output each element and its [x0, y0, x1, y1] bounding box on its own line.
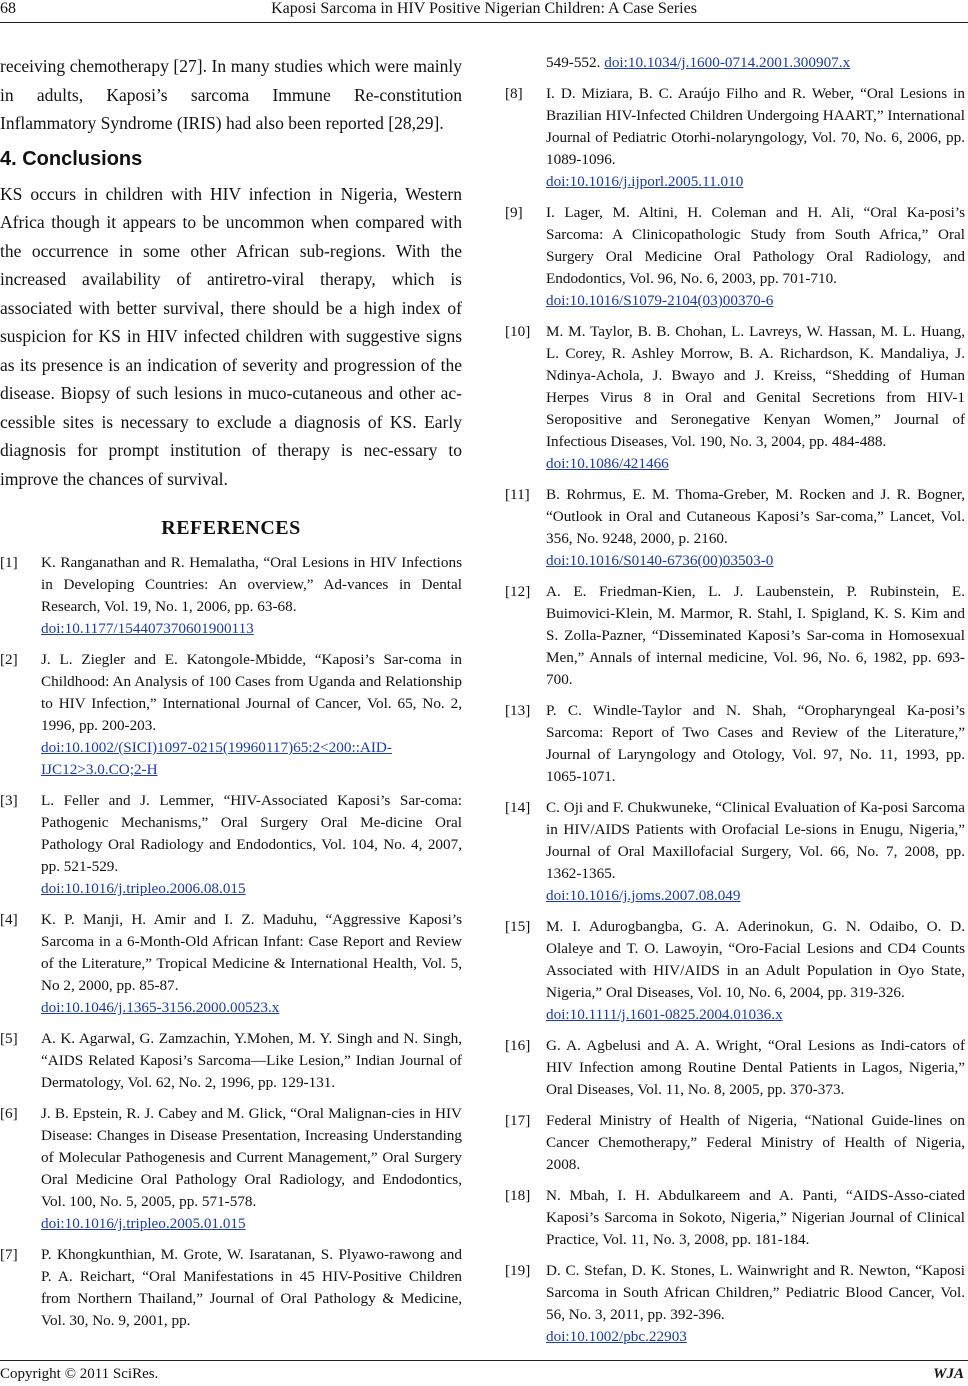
reference-1 — [0, 552, 462, 640]
reference-number: [5] — [0, 1030, 18, 1047]
reference-text: K. Ranganathan and R. Hemalatha, “Oral Lesions in HIV Infections in Developing Countries: An overview,” Ad-vances in Dental Research, Vol. 19, No. 1, 2006, pp. 63-68. — [41, 554, 462, 615]
reference-text: K. P. Manji, H. Amir and I. Z. Maduhu, “Aggressive Kaposi’s Sarcoma in a 6-Month-Old African Infant: Case Report and Review of the Literature,” Tropical Medicine & International Health, Vol. 5, No 2, 2000, pp. 85-87. — [41, 911, 462, 994]
reference-text: I. D. Miziara, B. C. Araújo Filho and R. Weber, “Oral Lesions in Brazilian HIV-Infected Children Undergoing HAART,” International Journal of Pediatric Otorhi-nolaryngology, Vol. 70, No. 6, 2006, pp. 1089-1096. — [546, 85, 965, 168]
reference-text: A. K. Agarwal, G. Zamzachin, Y.Mohen, M. Y. Singh and N. Singh, “AIDS Related Kaposi’s Sarcoma—Like Lesion,” Indian Journal of Dermatology, Vol. 62, No. 2, 1996, pp. 129-131. — [41, 1030, 462, 1091]
footer-rule — [0, 1360, 968, 1361]
reference-5 — [0, 1028, 462, 1094]
reference-number: [9] — [505, 204, 523, 221]
reference-number: [19] — [505, 1262, 531, 1279]
reference-10 — [505, 321, 965, 475]
copyright-notice: Copyright © 2011 SciRes. — [0, 1366, 159, 1382]
reference-text: M. M. Taylor, B. B. Chohan, L. Lavreys, W. Hassan, M. L. Huang, L. Corey, R. Ashley Morrow, B. A. Richardson, K. Mandaliya, J. Ndinya-Achola, J. Bwayo and J. Kreiss, “Shedding of Human Herpes Virus 8 in Oral and Genital Secretions from HIV-1 Seropositive and Seronegative Kenyan Women,” Journal of Infectious Diseases, Vol. 190, No. 3, 2004, pp. 484-488. — [546, 323, 965, 450]
reference-text: P. C. Windle-Taylor and N. Shah, “Oropharyngeal Ka-posi’s Sarcoma: Report of Two Cases and Review of the Literature,” Journal of Laryngology and Otology, Vol. 97, No. 11, 1993, pp. 1065-1071. — [546, 702, 965, 785]
reference-number: [14] — [505, 799, 531, 816]
header-rule — [0, 22, 968, 23]
doi-link[interactable]: doi:10.1016/j.joms.2007.08.049 — [546, 887, 741, 904]
left-column — [0, 52, 462, 1341]
reference-text: Federal Ministry of Health of Nigeria, “National Guide-lines on Cancer Chemotherapy,” Federal Ministry of Health of Nigeria, 2008. — [546, 1112, 965, 1173]
reference-7-continuation — [546, 52, 965, 74]
doi-link[interactable]: doi:10.1002/pbc.22903 — [546, 1328, 687, 1345]
doi-link[interactable]: doi:10.1016/S0140-6736(00)03503-0 — [546, 552, 774, 569]
reference-11 — [505, 484, 965, 572]
reference-text: J. L. Ziegler and E. Katongole-Mbidde, “Kaposi’s Sar-coma in Childhood: An Analysis of 100 Cases from Uganda and Relationship to HIV Infection,” International Journal of Cancer, Vol. 65, No. 2, 1996, pp. 200-203. — [41, 651, 462, 734]
conclusions-paragraph: KS occurs in children with HIV infection in Nigeria, Western Africa though it appears to be uncommon when compared with the occurrence in some other African sub-regions. With the increased availability of antiretro-viral therapy, which is associated with better survival, there should be a high index of suspicion for KS in HIV infected children with suggestive signs as its presence is an indication of severity and progression of the disease. Biopsy of such lesions in muco-cutaneous and other ac-cessible sites is necessary to exclude a diagnosis of KS. Early diagnosis for prompt institution of therapy is nec-essary to improve the chances of survival. — [0, 183, 462, 489]
reference-text: J. B. Epstein, R. J. Cabey and M. Glick, “Oral Malignan-cies in HIV Disease: Changes in Disease Presentation, Increasing Understanding of Molecular Pathogenesis and Current Management,” Oral Surgery Oral Medicine Oral Pathology Oral Radiology, and Endodontics, Vol. 100, No. 5, 2005, pp. 571-578. — [41, 1105, 462, 1210]
journal-abbreviation: WJA — [933, 1366, 964, 1382]
doi-link[interactable]: doi:10.1016/j.ijporl.2005.11.010 — [546, 173, 744, 190]
running-title: Kaposi Sarcoma in HIV Positive Nigerian Children: A Case Series — [271, 0, 697, 17]
reference-14 — [505, 797, 965, 907]
reference-text: P. Khongkunthian, M. Grote, W. Isaratanan, S. Plyawo-rawong and P. A. Reichart, “Oral Manifestations in 45 HIV-Positive Children from Northern Thailand,” Journal of Oral Pathology & Medicine, Vol. 30, No. 9, 2001, pp. — [41, 1246, 462, 1329]
reference-text: 549-552. — [546, 54, 601, 71]
reference-number: [13] — [505, 702, 531, 719]
reference-number: [3] — [0, 792, 18, 809]
reference-text: B. Rohrmus, E. M. Thoma-Greber, M. Rocken and J. R. Bogner, “Outlook in Oral and Cutaneous Kaposi’s Sar-coma,” Lancet, Vol. 356, No. 9248, 2000, p. 2160. — [546, 486, 965, 547]
reference-13 — [505, 700, 965, 788]
reference-number: [17] — [505, 1112, 531, 1129]
reference-number: [6] — [0, 1105, 18, 1122]
reference-number: [11] — [505, 486, 530, 503]
reference-7 — [0, 1244, 462, 1332]
doi-link[interactable]: doi:10.1111/j.1601-0825.2004.01036.x — [546, 1006, 783, 1023]
reference-text: C. Oji and F. Chukwuneke, “Clinical Evaluation of Ka-posi Sarcoma in HIV/AIDS Patients with Orofacial Le-sions in Enugu, Nigeria,” Journal of Oral Maxillofacial Surgery, Vol. 66, No. 7, 2008, pp. 1362-1365. — [546, 799, 965, 882]
reference-text: I. Lager, M. Altini, H. Coleman and H. Ali, “Oral Ka-posi’s Sarcoma: A Clinicopathologic Study from South Africa,” Oral Surgery Oral Medicine Oral Pathology Oral Radiology, and Endodontics, Vol. 96, No. 6, 2003, pp. 701-710. — [546, 204, 965, 287]
page-number: 68 — [0, 0, 16, 17]
reference-16 — [505, 1035, 965, 1101]
reference-text: G. A. Agbelusi and A. A. Wright, “Oral Lesions as Indi-cators of HIV Infection among Routine Dental Patients in Lagos, Nigeria,” Oral Diseases, Vol. 11, No. 8, 2005, pp. 370-373. — [546, 1037, 965, 1098]
reference-text: A. E. Friedman-Kien, L. J. Laubenstein, P. Rubinstein, E. Buimovici-Klein, M. Marmor, R. Stahl, I. Spigland, K. S. Kim and S. Zolla-Pazner, “Disseminated Kaposi’s Sar-coma in Homosexual Men,” Annals of internal medicine, Vol. 96, No. 6, 1982, pp. 693-700. — [546, 583, 965, 688]
reference-12 — [505, 581, 965, 691]
reference-number: [7] — [0, 1246, 18, 1263]
doi-link[interactable]: doi:10.1034/j.1600-0714.2001.300907.x — [604, 54, 851, 71]
reference-text: N. Mbah, I. H. Abdulkareem and A. Panti, “AIDS-Asso-ciated Kaposi’s Sarcoma in Sokoto, Nigeria,” Nigerian Journal of Clinical Practice, Vol. 11, No. 3, 2008, pp. 181-184. — [546, 1187, 965, 1248]
doi-link[interactable]: doi:10.1046/j.1365-3156.2000.00523.x — [41, 999, 280, 1016]
doi-link[interactable]: doi:10.1086/421466 — [546, 455, 669, 472]
reference-number: [15] — [505, 918, 531, 935]
reference-number: [18] — [505, 1187, 531, 1204]
reference-text: D. C. Stefan, D. K. Stones, L. Wainwright and R. Newton, “Kaposi Sarcoma in South African Children,” Pediatric Blood Cancer, Vol. 56, No. 3, 2011, pp. 392-396. — [546, 1262, 965, 1323]
reference-text: M. I. Adurogbangba, G. A. Aderinokun, G. N. Odaibo, O. D. Olaleye and T. O. Lawoyin, “Oro-Facial Lesions and CD4 Counts Associated with HIV/AIDS in an Adult Population in Oyo State, Nigeria,” Oral Diseases, Vol. 10, No. 6, 2004, pp. 319-326. — [546, 918, 965, 1001]
reference-8 — [505, 83, 965, 193]
right-column — [505, 52, 965, 1357]
reference-6 — [0, 1103, 462, 1235]
reference-number: [16] — [505, 1037, 531, 1054]
reference-number: [1] — [0, 554, 18, 571]
reference-number: [12] — [505, 583, 531, 600]
reference-number: [8] — [505, 85, 523, 102]
reference-number: [10] — [505, 323, 531, 340]
doi-link[interactable]: doi:10.1177/154407370601900113 — [41, 620, 254, 637]
reference-15 — [505, 916, 965, 1026]
references-heading: REFERENCES — [161, 517, 301, 539]
reference-text: L. Feller and J. Lemmer, “HIV-Associated Kaposi’s Sar-coma: Pathogenic Mechanisms,” Oral Surgery Oral Me-dicine Oral Pathology Oral Radiology and Endodontics, Vol. 104, No. 4, 2007, pp. 521-529. — [41, 792, 462, 875]
reference-number: [2] — [0, 651, 18, 668]
reference-18 — [505, 1185, 965, 1251]
doi-link[interactable]: doi:10.1016/j.tripleo.2005.01.015 — [41, 1215, 246, 1232]
reference-19 — [505, 1260, 965, 1348]
reference-17 — [505, 1110, 965, 1176]
reference-3 — [0, 790, 462, 900]
reference-2 — [0, 649, 462, 781]
doi-link[interactable]: doi:10.1016/S1079-2104(03)00370-6 — [546, 292, 774, 309]
doi-link[interactable]: doi:10.1002/(SICI)1097-0215(19960117)65:2<200::AID-IJC12>3.0.CO;2-H — [41, 739, 392, 778]
intro-paragraph: receiving chemotherapy [27]. In many studies which were mainly in adults, Kaposi’s sarcoma Immune Re-constitution Inflammatory Syndrome (IRIS) had also been reported [28,29]. — [0, 56, 462, 133]
reference-4 — [0, 909, 462, 1019]
conclusions-heading: 4. Conclusions — [0, 147, 143, 170]
doi-link[interactable]: doi:10.1016/j.tripleo.2006.08.015 — [41, 880, 246, 897]
reference-9 — [505, 202, 965, 312]
reference-number: [4] — [0, 911, 18, 928]
